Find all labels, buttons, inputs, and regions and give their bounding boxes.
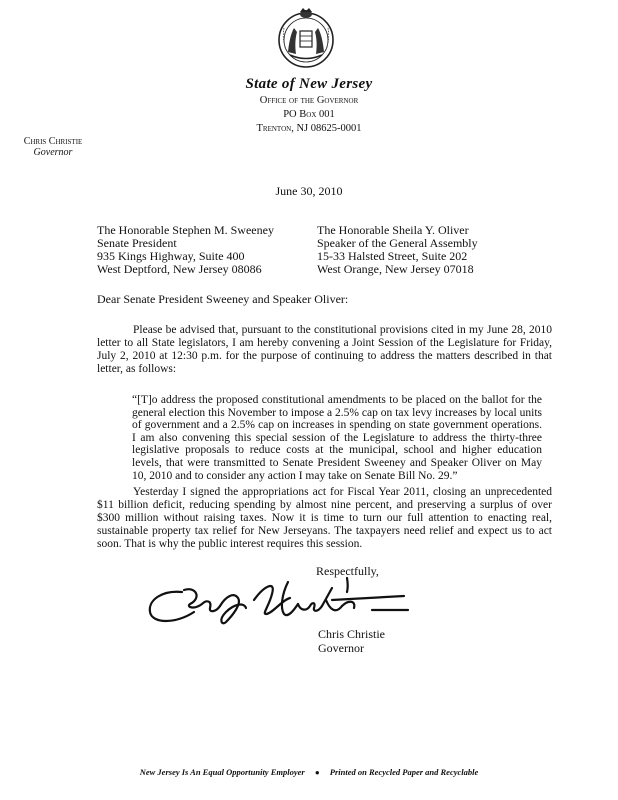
footer-bullet-icon: ●: [314, 768, 320, 777]
recipient-street: 935 Kings Highway, Suite 400: [97, 249, 245, 263]
quoted-passage: “[T]o address the proposed constitutional amendments to be placed on the ballot for the general election this November to impose a 2.5% cap on tax levy increases by local units of government and a 2.5% cap on increases in spending on state government operations. I am also convening this special session of the Legislature to address the thirty-three legislative proposals to reduce costs at the municipal, school and higher education levels, that were transmitted to Senate President Sweeney and Speaker Oliver on May 10, 2010 and to consider any action I may take on Senate Bill No. 29.”: [132, 394, 542, 482]
office-name: Office of the Governor: [259, 95, 359, 106]
recipient-name: The Honorable Stephen M. Sweeney: [97, 223, 274, 237]
city-zip: Trenton, NJ 08625-0001: [256, 123, 362, 134]
recipient-city: West Orange, New Jersey 07018: [317, 262, 474, 276]
recipient-address-1: [97, 224, 274, 276]
signatory-block: [318, 628, 385, 655]
state-name-heading: State of New Jersey: [245, 76, 373, 92]
signatory-name: Chris Christie: [318, 627, 386, 641]
footer: [0, 767, 618, 777]
closing: Respectfully,: [316, 564, 379, 578]
po-box: PO Box 001: [283, 109, 335, 120]
state-seal-icon: [274, 6, 338, 70]
signatory-title: Governor: [318, 640, 364, 655]
body-paragraph-2: Yesterday I signed the appropriations act for Fiscal Year 2011, closing an unprecedented $11 billion deficit, reducing spending by almost nine percent, and preserving a surplus of over $300 million without raising taxes. Now it is time to turn our full attention to enacting real, sustainable property tax relief for New Jerseyans. The taxpayers need relief and expect us to act soon. That is why the public interest requires this session.: [97, 486, 552, 550]
recipient-title: Speaker of the General Assembly: [317, 236, 478, 250]
salutation: Dear Senate President Sweeney and Speaker Oliver:: [97, 292, 349, 306]
recipient-title: Senate President: [97, 236, 177, 250]
footer-recycled-notice: Printed on Recycled Paper and Recyclable: [329, 767, 479, 777]
letter-date: June 30, 2010: [275, 184, 343, 198]
signature-icon: [142, 570, 414, 628]
recipient-name: The Honorable Sheila Y. Oliver: [317, 223, 469, 237]
recipient-street: 15-33 Halsted Street, Suite 202: [317, 249, 468, 263]
sender-name: Chris Christie: [23, 136, 83, 147]
recipient-city: West Deptford, New Jersey 08086: [97, 262, 262, 276]
body-paragraph-1: Please be advised that, pursuant to the constitutional provisions cited in my June 28, 2010 letter to all State legislators, I am hereby convening a Joint Session of the Legislature for Friday, July 2, 2010 at 12:30 p.m. for the purpose of continuing to address the matters described in that letter, as follows:: [97, 324, 552, 375]
footer-employer-notice: New Jersey Is An Equal Opportunity Employer: [139, 767, 305, 777]
recipient-address-2: [317, 224, 478, 276]
sender-title: Governor: [33, 147, 73, 158]
